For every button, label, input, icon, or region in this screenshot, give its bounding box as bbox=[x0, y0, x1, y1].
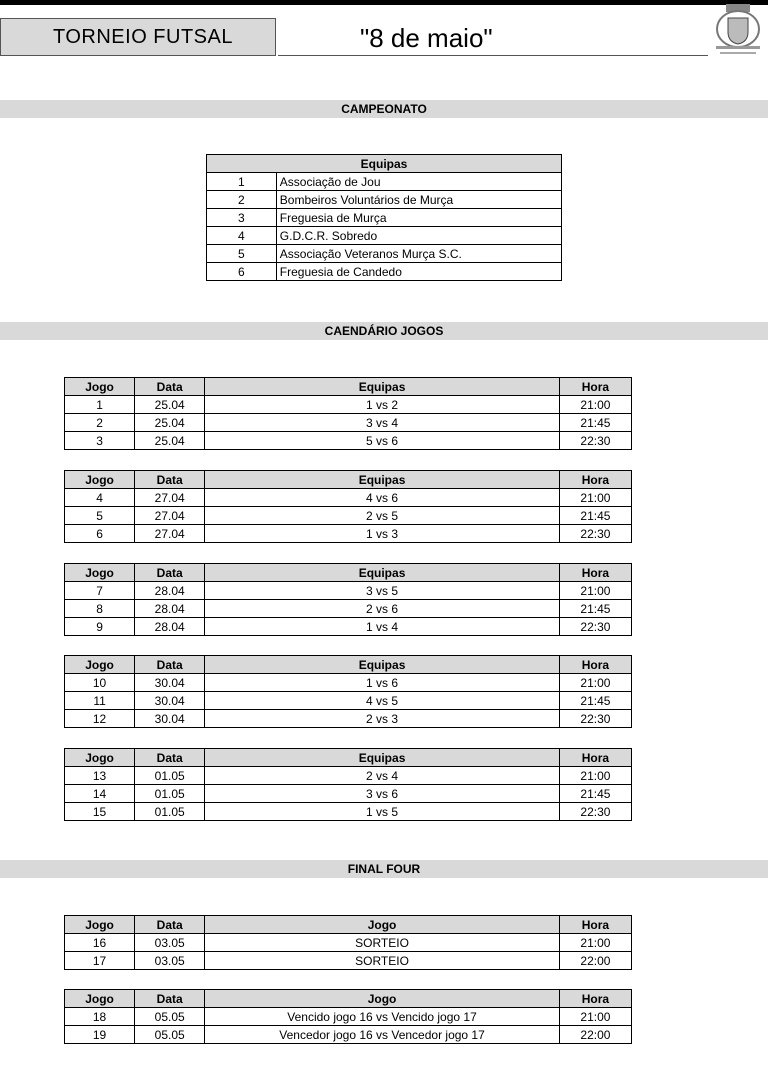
game-number: 4 bbox=[65, 489, 135, 507]
game-time: 22:30 bbox=[559, 710, 631, 728]
game-row bbox=[65, 952, 632, 970]
game-date: 03.05 bbox=[135, 952, 205, 970]
game-date: 27.04 bbox=[135, 507, 205, 525]
col-hora-header: Hora bbox=[559, 564, 631, 582]
game-date: 28.04 bbox=[135, 618, 205, 636]
game-row bbox=[65, 767, 632, 785]
table-header-row bbox=[65, 916, 632, 934]
col-hora-header: Hora bbox=[559, 656, 631, 674]
game-date: 01.05 bbox=[135, 785, 205, 803]
finals-group-table bbox=[64, 915, 632, 970]
game-date: 30.04 bbox=[135, 710, 205, 728]
game-number: 10 bbox=[65, 674, 135, 692]
game-row bbox=[65, 600, 632, 618]
teams-header: Equipas bbox=[207, 155, 562, 173]
game-date: 01.05 bbox=[135, 803, 205, 821]
game-time: 21:45 bbox=[559, 785, 631, 803]
game-time: 21:00 bbox=[559, 582, 631, 600]
game-teams: 1 vs 5 bbox=[205, 803, 560, 821]
col-jogo-header: Jogo bbox=[65, 749, 135, 767]
team-number: 3 bbox=[207, 209, 277, 227]
game-teams: 4 vs 5 bbox=[205, 692, 560, 710]
col-data-header: Data bbox=[135, 916, 205, 934]
game-row bbox=[65, 692, 632, 710]
team-number: 4 bbox=[207, 227, 277, 245]
section-final-four: FINAL FOUR bbox=[0, 860, 768, 878]
game-number: 16 bbox=[65, 934, 135, 952]
team-row bbox=[207, 263, 562, 281]
game-number: 13 bbox=[65, 767, 135, 785]
game-number: 7 bbox=[65, 582, 135, 600]
team-row bbox=[207, 245, 562, 263]
game-teams: 3 vs 4 bbox=[205, 414, 560, 432]
team-name: Associação de Jou bbox=[276, 173, 561, 191]
game-date: 27.04 bbox=[135, 489, 205, 507]
col-hora-header: Hora bbox=[559, 990, 631, 1008]
game-number: 2 bbox=[65, 414, 135, 432]
game-teams: SORTEIO bbox=[205, 934, 560, 952]
page-title: TORNEIO FUTSAL bbox=[0, 18, 276, 56]
col-hora-header: Hora bbox=[559, 916, 631, 934]
game-time: 21:45 bbox=[559, 507, 631, 525]
game-teams: 1 vs 4 bbox=[205, 618, 560, 636]
game-time: 21:45 bbox=[559, 600, 631, 618]
game-time: 21:00 bbox=[559, 767, 631, 785]
game-row bbox=[65, 1008, 632, 1026]
game-time: 22:00 bbox=[559, 952, 631, 970]
col-equipas-header: Equipas bbox=[205, 378, 560, 396]
section-campeonato: CAMPEONATO bbox=[0, 100, 768, 118]
game-time: 21:45 bbox=[559, 692, 631, 710]
game-date: 25.04 bbox=[135, 396, 205, 414]
team-number: 6 bbox=[207, 263, 277, 281]
col-equipas-header: Equipas bbox=[205, 656, 560, 674]
game-time: 22:30 bbox=[559, 618, 631, 636]
col-jogo-header: Jogo bbox=[65, 564, 135, 582]
game-row bbox=[65, 785, 632, 803]
col-equipas-header: Equipas bbox=[205, 749, 560, 767]
teams-table bbox=[206, 154, 562, 281]
game-date: 05.05 bbox=[135, 1008, 205, 1026]
game-time: 22:30 bbox=[559, 803, 631, 821]
col-jogo-header: Jogo bbox=[65, 916, 135, 934]
game-date: 28.04 bbox=[135, 600, 205, 618]
game-row bbox=[65, 432, 632, 450]
game-date: 27.04 bbox=[135, 525, 205, 543]
game-date: 25.04 bbox=[135, 432, 205, 450]
game-number: 17 bbox=[65, 952, 135, 970]
col-data-header: Data bbox=[135, 378, 205, 396]
game-teams: 3 vs 5 bbox=[205, 582, 560, 600]
col-equipas-header: Jogo bbox=[205, 916, 560, 934]
game-number: 3 bbox=[65, 432, 135, 450]
col-jogo-header: Jogo bbox=[65, 378, 135, 396]
municipal-crest-icon bbox=[712, 2, 764, 56]
team-name: Freguesia de Candedo bbox=[276, 263, 561, 281]
game-number: 8 bbox=[65, 600, 135, 618]
col-data-header: Data bbox=[135, 564, 205, 582]
game-number: 6 bbox=[65, 525, 135, 543]
col-hora-header: Hora bbox=[559, 471, 631, 489]
team-name: G.D.C.R. Sobredo bbox=[276, 227, 561, 245]
game-teams: Vencido jogo 16 vs Vencido jogo 17 bbox=[205, 1008, 560, 1026]
col-jogo-header: Jogo bbox=[65, 990, 135, 1008]
team-name: Freguesia de Murça bbox=[276, 209, 561, 227]
game-date: 05.05 bbox=[135, 1026, 205, 1044]
game-teams: 2 vs 3 bbox=[205, 710, 560, 728]
schedule-group-table bbox=[64, 655, 632, 728]
team-row bbox=[207, 191, 562, 209]
game-row bbox=[65, 710, 632, 728]
team-number: 5 bbox=[207, 245, 277, 263]
game-number: 15 bbox=[65, 803, 135, 821]
game-teams: 1 vs 3 bbox=[205, 525, 560, 543]
game-row bbox=[65, 803, 632, 821]
table-header-row bbox=[65, 471, 632, 489]
game-teams: 1 vs 6 bbox=[205, 674, 560, 692]
game-number: 19 bbox=[65, 1026, 135, 1044]
finals-group-table bbox=[64, 989, 632, 1044]
game-row bbox=[65, 525, 632, 543]
game-teams: 1 vs 2 bbox=[205, 396, 560, 414]
team-number: 2 bbox=[207, 191, 277, 209]
game-teams: 2 vs 4 bbox=[205, 767, 560, 785]
page-subtitle: "8 de maio" bbox=[278, 18, 708, 56]
schedule-group-table bbox=[64, 377, 632, 450]
col-jogo-header: Jogo bbox=[65, 656, 135, 674]
game-row bbox=[65, 674, 632, 692]
game-number: 1 bbox=[65, 396, 135, 414]
game-number: 18 bbox=[65, 1008, 135, 1026]
game-teams: 4 vs 6 bbox=[205, 489, 560, 507]
game-row bbox=[65, 507, 632, 525]
game-row bbox=[65, 489, 632, 507]
top-border bbox=[0, 0, 768, 5]
col-equipas-header: Jogo bbox=[205, 990, 560, 1008]
game-date: 03.05 bbox=[135, 934, 205, 952]
game-time: 21:00 bbox=[559, 674, 631, 692]
game-time: 22:30 bbox=[559, 525, 631, 543]
game-teams: 3 vs 6 bbox=[205, 785, 560, 803]
schedule-group-table bbox=[64, 563, 632, 636]
team-name: Associação Veteranos Murça S.C. bbox=[276, 245, 561, 263]
game-time: 22:30 bbox=[559, 432, 631, 450]
col-data-header: Data bbox=[135, 990, 205, 1008]
col-hora-header: Hora bbox=[559, 749, 631, 767]
team-row bbox=[207, 173, 562, 191]
game-date: 25.04 bbox=[135, 414, 205, 432]
team-name: Bombeiros Voluntários de Murça bbox=[276, 191, 561, 209]
team-row bbox=[207, 209, 562, 227]
game-time: 21:00 bbox=[559, 489, 631, 507]
game-date: 30.04 bbox=[135, 674, 205, 692]
col-equipas-header: Equipas bbox=[205, 471, 560, 489]
game-teams: 2 vs 6 bbox=[205, 600, 560, 618]
game-time: 21:00 bbox=[559, 396, 631, 414]
game-time: 21:00 bbox=[559, 934, 631, 952]
col-data-header: Data bbox=[135, 749, 205, 767]
game-number: 14 bbox=[65, 785, 135, 803]
game-teams: 5 vs 6 bbox=[205, 432, 560, 450]
table-header-row bbox=[65, 564, 632, 582]
game-teams: Vencedor jogo 16 vs Vencedor jogo 17 bbox=[205, 1026, 560, 1044]
table-header-row bbox=[65, 656, 632, 674]
col-equipas-header: Equipas bbox=[205, 564, 560, 582]
game-number: 11 bbox=[65, 692, 135, 710]
game-row bbox=[65, 618, 632, 636]
section-calendario: CAENDÁRIO JOGOS bbox=[0, 322, 768, 340]
game-time: 22:00 bbox=[559, 1026, 631, 1044]
game-row bbox=[65, 934, 632, 952]
table-header-row bbox=[65, 749, 632, 767]
game-row bbox=[65, 582, 632, 600]
table-header-row bbox=[65, 378, 632, 396]
team-number: 1 bbox=[207, 173, 277, 191]
game-number: 9 bbox=[65, 618, 135, 636]
col-data-header: Data bbox=[135, 471, 205, 489]
schedule-group-table bbox=[64, 748, 632, 821]
schedule-group-table bbox=[64, 470, 632, 543]
game-row bbox=[65, 414, 632, 432]
game-row bbox=[65, 396, 632, 414]
col-data-header: Data bbox=[135, 656, 205, 674]
col-jogo-header: Jogo bbox=[65, 471, 135, 489]
game-number: 12 bbox=[65, 710, 135, 728]
game-time: 21:45 bbox=[559, 414, 631, 432]
game-date: 28.04 bbox=[135, 582, 205, 600]
col-hora-header: Hora bbox=[559, 378, 631, 396]
table-header-row bbox=[65, 990, 632, 1008]
game-number: 5 bbox=[65, 507, 135, 525]
game-time: 21:00 bbox=[559, 1008, 631, 1026]
game-teams: 2 vs 5 bbox=[205, 507, 560, 525]
game-teams: SORTEIO bbox=[205, 952, 560, 970]
game-row bbox=[65, 1026, 632, 1044]
game-date: 30.04 bbox=[135, 692, 205, 710]
game-date: 01.05 bbox=[135, 767, 205, 785]
team-row bbox=[207, 227, 562, 245]
